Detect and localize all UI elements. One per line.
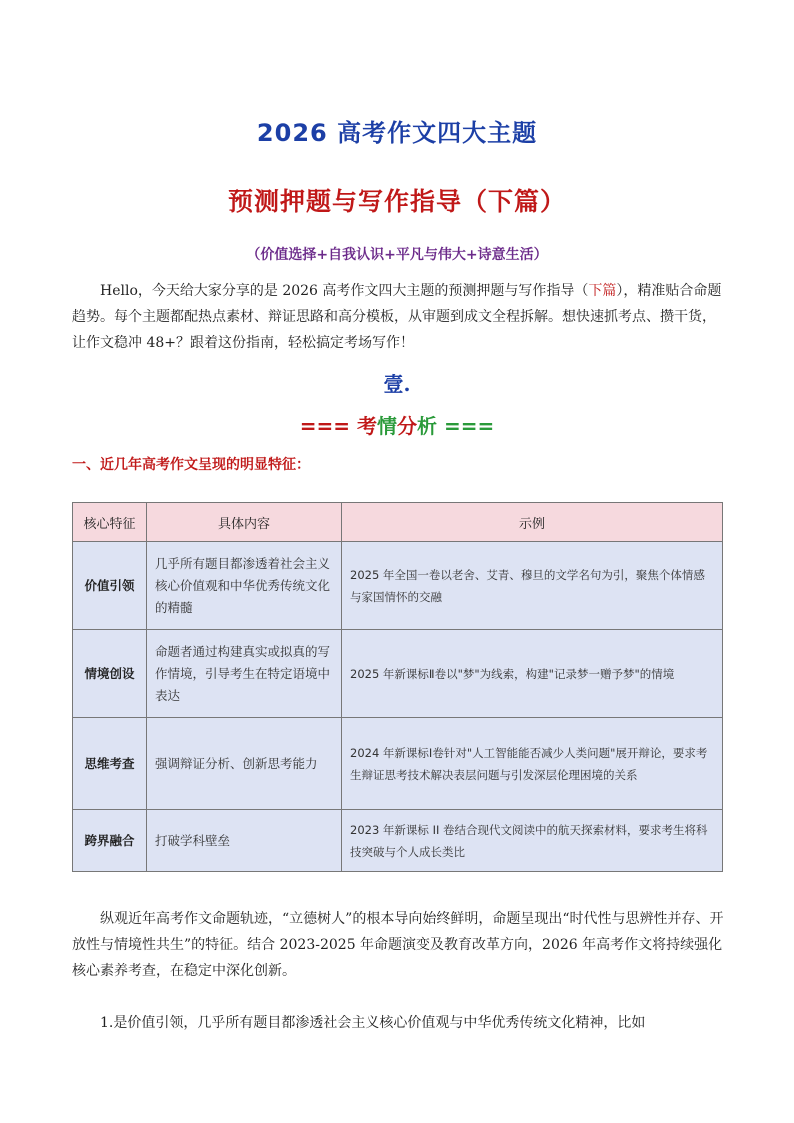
row-content: 命题者通过构建真实或拟真的写作情境，引导考生在特定语境中表达	[147, 630, 342, 718]
intro-paragraph	[72, 278, 724, 356]
section-eq-right: ===	[443, 414, 495, 438]
table-header-row	[73, 503, 723, 542]
section-char-1: 考	[357, 414, 377, 438]
intro-text-after: ），精准贴合命题趋势。每个主题都配热点素材、辩证思路和高分模板，从审题到成文全程拆解。想快速抓考点、攒干货，让作文稳冲 48+？跟着这份指南，轻松搞定考场写作！	[72, 283, 722, 351]
section-char-4: 析	[417, 414, 437, 438]
row-example: 2023 年新课标 II 卷结合现代文阅读中的航天探索材料，要求考生将科技突破与个人成长类比	[342, 810, 723, 872]
section-number: 壹.	[383, 372, 411, 396]
table-row	[73, 542, 723, 630]
row-example: 2025 年全国一卷以老舍、艾青、穆旦的文学名句为引，聚焦个体情感与家国情怀的交融	[342, 542, 723, 630]
intro-highlight: 下篇	[588, 283, 617, 299]
intro-text-before: Hello，今天给大家分享的是 2026 高考作文四大主题的预测押题与写作指导（	[100, 283, 589, 299]
row-feature: 情境创设	[73, 630, 147, 718]
section-char-3: 分	[397, 414, 417, 438]
table-header-feature: 核心特征	[73, 503, 147, 542]
row-example: 2025 年新课标Ⅱ卷以"梦"为线索，构建"记录梦一赠予梦"的情境	[342, 630, 723, 718]
table-row	[73, 718, 723, 810]
body-paragraph-1: 纵观近年高考作文命题轨迹，“立德树人”的根本导向始终鲜明，命题呈现出“时代性与思辨性并存、开放性与情境性共生”的特征。结合 2023-2025 年命题演变及教育改革方向，2026 年高考作文将持续强化核心素养考查，在稳定中深化创新。	[72, 911, 724, 979]
row-feature: 思维考查	[73, 718, 147, 810]
sub-title: 预测押题与写作指导（下篇）	[227, 187, 566, 216]
section-eq-left: ===	[299, 414, 351, 438]
main-title: 2026 高考作文四大主题	[256, 119, 538, 147]
row-content: 几乎所有题目都渗透着社会主义核心价值观和中华优秀传统文化的精髓	[147, 542, 342, 630]
table-header-example: 示例	[342, 503, 723, 542]
section-char-2: 情	[377, 414, 397, 438]
row-content: 强调辩证分析、创新思考能力	[147, 718, 342, 810]
body-paragraph-2: 1.是价值引领，几乎所有题目都渗透社会主义核心价值观与中华优秀传统文化精神，比如	[100, 1015, 646, 1031]
heading-features: 一、近几年高考作文呈现的明显特征：	[72, 457, 310, 473]
table-header-content: 具体内容	[147, 503, 342, 542]
subtitle-topics: （价值选择+自我认识+平凡与伟大+诗意生活）	[246, 247, 548, 263]
row-feature: 价值引领	[73, 542, 147, 630]
features-table	[72, 502, 723, 872]
section-title	[0, 410, 794, 439]
row-feature: 跨界融合	[73, 810, 147, 872]
row-example: 2024 年新课标Ⅰ卷针对"人工智能能否减少人类问题"展开辩论，要求考生辩证思考技术解决表层问题与引发深层伦理困境的关系	[342, 718, 723, 810]
row-content: 打破学科壁垒	[147, 810, 342, 872]
table-row	[73, 630, 723, 718]
table-row	[73, 810, 723, 872]
